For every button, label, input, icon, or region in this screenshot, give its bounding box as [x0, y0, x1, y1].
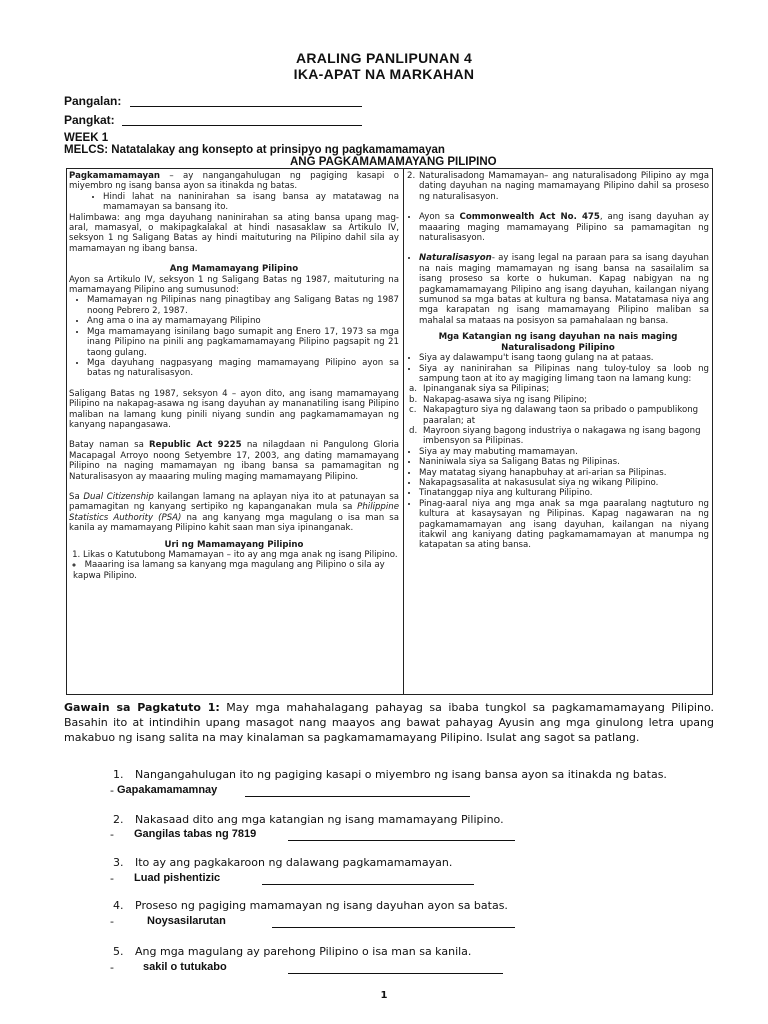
section-input-line[interactable] — [122, 125, 362, 126]
answer-dash: - — [110, 872, 114, 885]
answer-blank[interactable] — [245, 796, 470, 797]
scrambled-word: Noysasilarutan — [147, 915, 226, 927]
lettered-item: b. Nakapag-asawa siya ng isang Pilipino; — [409, 394, 588, 405]
question-number: 1. — [113, 768, 124, 781]
requirement-item: • May matatag siyang hanapbuhay at ari-arian sa Pilipinas. — [419, 468, 709, 478]
page-number: 1 — [380, 990, 388, 1001]
scrambled-word: Luad pishentizic — [134, 872, 221, 884]
article-item: • Mamamayan ng Pilipinas nang pinagtibay ang Saligang Batas ng 1987 noong Pebrero 2, 1987. — [87, 295, 399, 316]
article-intro: Ayon sa Artikulo IV, seksyon 1 ng Saligang Batas ng 1987, maituturing na mamamayang Pilipino ang sumusunod: — [69, 274, 399, 296]
question-number: 4. — [113, 899, 124, 912]
question-number: 2. — [113, 813, 124, 826]
requirement-item: • Nakapagsasalita at nakasusulat siya ng wikang Pilipino. — [419, 478, 709, 488]
article-item: • Mga mamamayang isinilang bago sumapit ang Enero 17, 1973 sa mga inang Pilipino na pinili ang pagkamamamayang Pilipino pagsapit ng 21 taong gulang. — [87, 327, 399, 358]
left-column — [69, 171, 399, 581]
name-label: Pangalan: — [64, 94, 122, 108]
answer-dash: - — [110, 784, 114, 797]
question-text: Proseso ng pagiging mamamayan ng isang dayuhan ayon sa batas. — [135, 899, 508, 912]
definition-paragraph: Pagkamamamayan – ay nangangahulugan ng pagiging kasapi o miyembro ng isang bansa ayon sa itinakda ng batas. — [69, 171, 399, 192]
definition-bullet: • Hindi lahat na naninirahan sa isang bansa ay matatawag na mamamayan sa bansang ito. — [103, 192, 399, 213]
lettered-item: d. Mayroon siyang bagong industriya o nakagawa ng isang bagong imbensyon sa Pilipinas. — [409, 425, 701, 447]
question-text: Ang mga magulang ay parehong Pilipino o isa man sa kanila. — [135, 945, 472, 958]
requirement-item: • Naniniwala siya sa Saligang Batas ng Pilipinas. — [419, 457, 709, 467]
uri-item-1: 1. Likas o Katutubong Mamamayan – ito ay ang mga anak ng isang Pilipino. ◦ Maaaring isa lamang sa kanyang mga magulang ang Pilipino o sila ay kapwa Pilipino. — [83, 550, 399, 581]
question-number: 5. — [113, 945, 124, 958]
requirement-item: • Siya ay dalawampu't isang taong gulang na at pataas. — [419, 353, 709, 363]
worksheet-subtitle: IKA-APAT NA MARKAHAN — [293, 66, 475, 82]
right-column — [407, 171, 709, 551]
naturalized-item: 2. Naturalisadong Mamamayan– ang naturalisadong Pilipino ay mga dating dayuhan na naging mamamayang Pilipino dahil sa proseso ng naturalisasyon. — [407, 171, 709, 202]
definition-term: Pagkamamamayan — [69, 171, 161, 181]
answer-blank[interactable] — [272, 927, 515, 928]
week-label: WEEK 1 — [64, 132, 109, 144]
melcs-text: MELCS: Natatalakay ang konsepto at prinsipyo ng pagkamamamayan — [64, 144, 445, 156]
ra9225-paragraph: Batay naman sa Republic Act 9225 na nilagdaan ni Pangulong Gloria Macapagal Arroyo noong Setyembre 17, 2003, ang dating mamamayang Pilipino na naging mamamayan ng ibang bansa sa pamamagitan ng Naturalisasyon ay maaaring muling maging mamamayang Pilipino. — [69, 440, 400, 482]
requirement-item: • Tinatanggap niya ang kulturang Pilipino. — [419, 488, 709, 498]
activity-instructions: Gawain sa Pagkatuto 1: May mga mahahalagang pahayag sa ibaba tungkol sa pagkamamamayang Pilipino. Basahin ito at intindihin upang masagot nang maayos ang bawat pahayag Ayusin ang mga ginulong letra upang makabuo ng isang salita na may kinalaman sa pagkamamamayang Pilipino. Isulat ang sagot sa patlang. — [64, 701, 714, 744]
lettered-list — [407, 384, 709, 446]
section4-paragraph: Saligang Batas ng 1987, seksyon 4 – ayon dito, ang isang mamamayang Pilipino na nakapag-asawa ng isang dayuhan ay mananatiling isang Pilipino maliban na lamang kung pinili niyang sundin ang pagkamamamayan ng kanyang napangasawa. — [69, 388, 399, 430]
commonwealth-act-bullet: • Ayon sa Commonwealth Act No. 475, ang isang dayuhan ay maaaring maging mamamayang Pilipino sa pamamagitan ng naturalisasyon. — [419, 212, 709, 243]
requirement-item: • Pinag-aaral niya ang mga anak sa mga paaralang nagtuturo ng kultura at kasaysayan ng Pilipinas. Kapag nagawaran na ng pagkamamamayan ang isang dayuhan, kailangan na niyang itakwil ang kaniyang dating pagkamamamayan at manumpa ng katapatan sa ating bansa. — [419, 499, 709, 551]
requirement-item: • Siya ay may mabuting mamamayan. — [419, 447, 709, 457]
answer-blank[interactable] — [288, 840, 515, 841]
question-number: 3. — [113, 856, 124, 869]
answer-dash: - — [110, 828, 114, 841]
naturalisasyon-bullet: • Naturalisasyon- ay isang legal na paraan para sa isang dayuhan na nais maging mamamayan ng isang bansa na sasailalim sa isang proseso sa korte o hukuman. Kapag nabigyan na ng pagkamamamayang Pilipino ang isang dayuhan, kailangan niyang sumunod sa mga batas at kultura ng bansa. Matatamasa niya ang mga karapatan ng isang mamamayang Pilipino maliban sa mahalal sa mataas na posisyon sa pamahalaan ng bansa. — [419, 253, 709, 326]
subheading-uri: Uri ng Mamamayang Pilipino — [164, 539, 304, 550]
scrambled-word: Gangilas tabas ng 7819 — [134, 828, 257, 840]
requirement-item: • Siya ay naninirahan sa Pilipinas nang tuloy-tuloy sa loob ng sampung taon at ito ay magiging limang taon na lamang kung: — [419, 364, 709, 385]
subheading-mamamayang-pilipino: Ang Mamamayang Pilipino — [169, 264, 299, 275]
question-text: Nakasaad dito ang mga katangian ng isang mamamayang Pilipino. — [135, 813, 504, 826]
lettered-item: a. Ipinanganak siya sa Pilipinas; — [409, 384, 550, 395]
dual-citizenship-paragraph: Sa Dual Citizenship kailangan lamang na aplayan niya ito at patunayan sa pamamagitan ng kanyang sertipiko ng kapanganakan mula sa Philippine Statistics Authority (PSA) na ang kanyang mga magulang o isa man sa kanila ay mamamayang Pilipino kahit saan man siya ipinanganak. — [69, 491, 400, 534]
answer-dash: - — [110, 915, 114, 928]
example-paragraph: Halimbawa: ang mga dayuhang naninirahan sa ating bansa upang mag-aral, mamasyal, o makipagkalakal at hindi nasasaklaw sa Artikulo IV, seksyon 1 ng Saligang Batas ay hindi maituturing na Pilipino dahil sila ay mamamayan ng ibang bansa. — [69, 212, 399, 254]
scrambled-word: sakil o tutukabo — [143, 961, 227, 973]
activity-label: Gawain sa Pagkatuto 1: — [64, 701, 220, 714]
topic-heading: ANG PAGKAMAMAMAYANG PILIPINO — [290, 156, 497, 168]
answer-dash: - — [110, 961, 114, 974]
article-item: • Ang ama o ina ay mamamayang Pilipino — [87, 316, 399, 326]
uri-bullet: ◦ Maaaring isa lamang sa kanyang mga magulang ang Pilipino o sila ay kapwa Pilipino. — [73, 560, 399, 581]
name-input-line[interactable] — [130, 106, 362, 107]
section-label: Pangkat: — [64, 113, 115, 127]
answer-blank[interactable] — [262, 884, 474, 885]
column-divider — [403, 168, 404, 695]
lettered-item: c. Nakapagturo siya ng dalawang taon sa pribado o pampublikong paaralan; at — [409, 405, 699, 426]
worksheet-title: ARALING PANLIPUNAN 4 — [295, 50, 473, 66]
question-text: Ito ay ang pagkakaroon ng dalawang pagkamamamayan. — [135, 856, 453, 869]
question-text: Nangangahulugan ito ng pagiging kasapi o miyembro ng isang bansa ayon sa itinakda ng batas. — [135, 768, 667, 781]
subheading-katangian: Mga Katangian ng isang dayuhan na nais maging Naturalisadong Pilipino — [438, 332, 678, 353]
answer-blank[interactable] — [288, 973, 503, 974]
article-item: • Mga dayuhang nagpasyang maging mamamayang Pilipino ayon sa batas ng naturalisasyon. — [87, 358, 399, 379]
scrambled-word: Gapakamamamnay — [117, 784, 218, 796]
